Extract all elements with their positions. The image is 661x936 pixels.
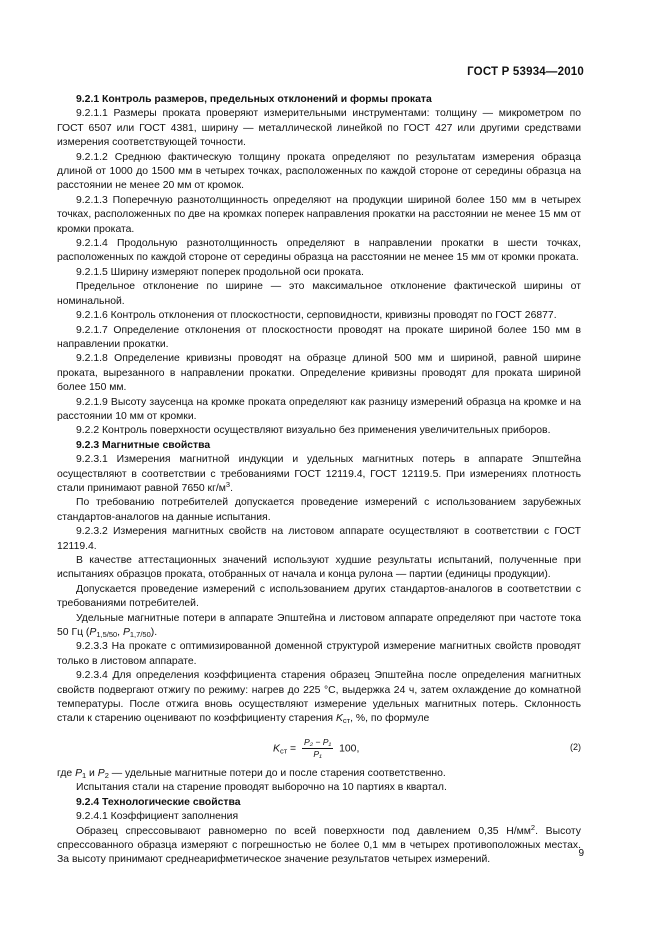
paragraph-foreign-standards: По требованию потребителей допускается проведение измерений с использованием зарубежных стандартов-аналогов на данные испытания.	[57, 497, 581, 523]
aging-coefficient-formula	[57, 731, 581, 764]
formula-fraction	[302, 737, 333, 760]
section-heading-9-2-3: 9.2.3 Магнитные свойства	[76, 439, 211, 451]
paragraph-9-2-1-8: 9.2.1.8 Определение кривизны проводят на образце длиной 500 мм и шириной, равной ширине проката, вырезанного в направлении прокатки. Определение кривизны проводят для проката шириной более 150 мм.	[57, 353, 581, 394]
paragraph-9-2-1-4: 9.2.1.4 Продольную разнотолщинность определяют в направлении прокатки в шести точках, расположенных по каждой стороне от середины образца на расстоянии не менее 15 мм от кромки проката.	[57, 238, 581, 264]
formula-numerator: P₂ − P₁	[303, 736, 332, 747]
paragraph-9-2-1-1: 9.2.1.1 Размеры проката проверяют измерительными инструментами: толщину — микрометром по ГОСТ 6507 или ГОСТ 4381, ширину — металлической линейкой по ГОСТ 427 или другими средствами измерения соответствующей точности.	[57, 108, 581, 149]
paragraph-other-standards: Допускается проведение измерений с использованием других стандартов-аналогов в соответствии с требованиями потребителей.	[57, 583, 581, 610]
paragraph-9-2-3-1: 9.2.3.1 Измерения магнитной индукции и удельных магнитных потерь в аппарате Эпштейна осуществляют в соответствии с требованиями ГОСТ 12119.4, ГОСТ 12119.5. При измерениях плотность стали принимают равной 7650 $кг/м^3$.	[57, 454, 581, 494]
paragraph-attestation-values: В качестве аттестационных значений используют худшие результаты испытаний, полученные при испытаниях образцов проката, отобранных от начала и конца рулона — партии (единицы продукции).	[57, 555, 581, 581]
document-body	[57, 93, 581, 868]
paragraph-9-2-4-1: 9.2.4.1 Коэффициент заполнения	[76, 811, 239, 823]
formula-number: (2)	[570, 741, 581, 752]
paragraph-aging-tests: Испытания стали на старение проводят выборочно на 10 партиях в квартал.	[76, 782, 447, 794]
formula-expression: $K_{ст}$ = $\frac{\text{P₂ − P₁}}{\text{P₁}}$ 100,	[273, 736, 360, 759]
paragraph-9-2-1-6: 9.2.1.6 Контроль отклонения от плоскостности, серповидности, кривизны проводят по ГОСТ 26877.	[76, 310, 557, 322]
paragraph-9-2-1-3: 9.2.1.3 Поперечную разнотолщинность определяют на продукции шириной более 150 мм в четырех точках, расположенных по две на кромках поперек направления прокатки на расстоянии не менее 15 мм от кромки проката.	[57, 194, 581, 235]
paragraph-9-2-1-9: 9.2.1.9 Высоту заусенца на кромке проката определяют как разницу измерений образца на кромке и на расстоянии 10 мм от кромки.	[57, 396, 581, 422]
paragraph-9-2-3-4: 9.2.3.4 Для определения коэффициента старения образец Эпштейна после определения магнитных свойств подвергают отжигу по режиму: нагрев до 225 °С, выдержка 24 ч, затем охлаждение до комнатной температуры. После отжига вновь осуществляют измерение удельных магнитных потерь. Склонность стали к старению оценивают по коэффициенту старения $K_{ст}$, %, по формуле	[57, 670, 581, 726]
paragraph-specific-losses: Удельные магнитные потери в аппарате Эпштейна и листовом аппарате определяют при частоте тока 50 Гц ($P_{1,5/50}$, $P_{1,7/50}$).	[57, 612, 581, 640]
paragraph-9-2-2: 9.2.2 Контроль поверхности осуществляют визуально без применения увеличительных приборов.	[76, 425, 551, 437]
page-number: 9	[578, 848, 584, 859]
formula-denominator: P₁	[313, 748, 322, 759]
section-heading-9-2-4: 9.2.4 Технологические свойства	[76, 796, 241, 808]
paragraph-9-2-1-2: 9.2.1.2 Среднюю фактическую толщину проката определяют по результатам измерения образца длиной от 1000 до 1500 мм в четырех точках, расположенных по каждой стороне от середины образца на расстоянии не менее 20 мм от кромок.	[57, 151, 581, 192]
paragraph-9-2-3-2: 9.2.3.2 Измерения магнитных свойств на листовом аппарате осуществляют в соответствии с ГОСТ 12119.4.	[57, 526, 581, 552]
section-heading-9-2-1: 9.2.1 Контроль размеров, предельных отклонений и формы проката	[76, 94, 432, 105]
paragraph-9-2-3-3: 9.2.3.3 На прокате с оптимизированной доменной структурой измерение магнитных свойств проводят только в листовом аппарате.	[57, 641, 581, 667]
document-header-id: ГОСТ Р 53934—2010	[467, 66, 584, 78]
paragraph-9-2-1-5: 9.2.1.5 Ширину измеряют поперек продольной оси проката.	[76, 266, 364, 278]
paragraph-pressing-sample: Образец спрессовывают равномерно по всей поверхности под давлением 0,35 $Н/мм^2$. Высоту спрессованного образца измеряют с погрешностью не более 0,1 мм в четырех противоположных местах. За высоту принимают среднеарифметическое значение результатов четырех измерений.	[57, 822, 582, 866]
paragraph-formula-legend: где $P_1$ и $P_2$ — удельные магнитные потери до и после старения соответственно.	[57, 767, 446, 780]
paragraph-9-2-1-7: 9.2.1.7 Определение отклонения от плоскостности проводят на прокате шириной более 150 мм в направлении прокатки.	[57, 324, 581, 350]
paragraph-width-tolerance: Предельное отклонение по ширине — это максимальное отклонение фактической ширины от номинальной.	[57, 281, 581, 307]
